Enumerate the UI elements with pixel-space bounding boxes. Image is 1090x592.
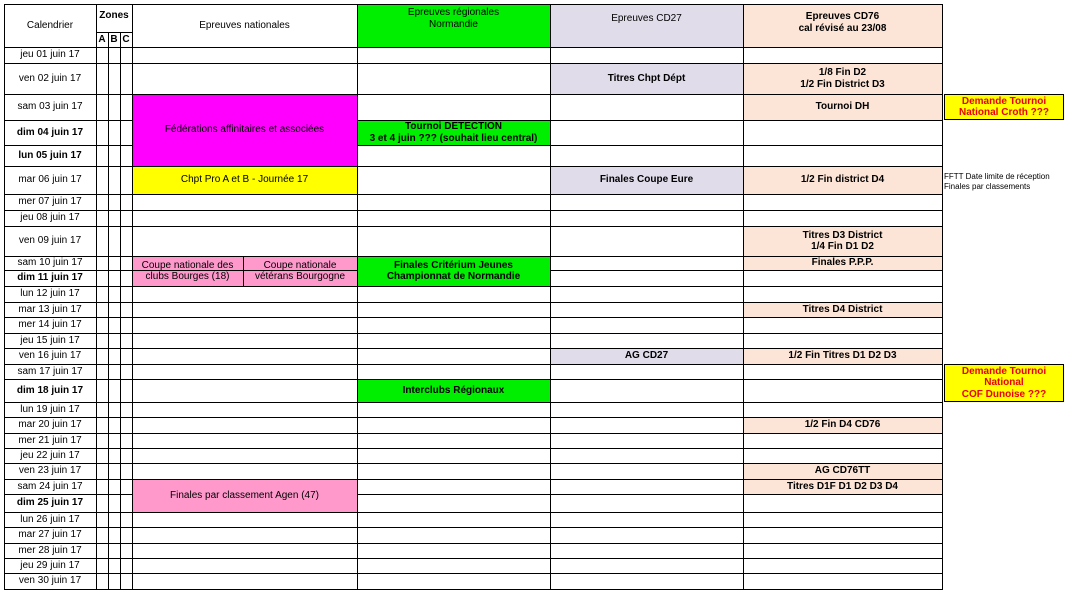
grid-line [550,94,744,95]
grid-line [743,543,943,544]
grid-line [96,32,133,33]
grid-line [743,317,943,318]
grid-line [743,256,943,257]
date-cell: ven 16 juin 17 [18,350,82,362]
grid-line [4,4,943,5]
grid-line [357,494,551,495]
grid-line [743,94,943,95]
grid-line [132,479,358,480]
grid-line [550,494,744,495]
grid-line [132,543,358,544]
grid-line [357,448,551,449]
grid-line [743,333,943,334]
date-cell: ven 09 juin 17 [18,235,82,247]
grid-line [4,558,133,559]
grid-line [743,463,943,464]
date-cell: mar 06 juin 17 [18,174,82,186]
grid-line [357,145,551,146]
event-coupe-nationale-veterans: Coupe nationale vétérans Bourgogne [243,256,357,286]
event-fin-d2-district-d3: 1/8 Fin D2 1/2 Fin District D3 [743,63,942,94]
grid-line [743,194,943,195]
grid-line [743,348,943,349]
grid-line [357,348,551,349]
grid-line [132,589,358,590]
grid-line [132,463,358,464]
grid-line [550,120,744,121]
grid-line [4,4,5,590]
event-ag-cd76tt: AG CD76TT [743,463,942,479]
grid-line [550,543,744,544]
grid-line [132,364,358,365]
grid-line [357,317,551,318]
grid-line [743,226,943,227]
grid-line [550,47,744,48]
grid-line [357,256,551,257]
grid-line [132,527,358,528]
grid-line [4,317,133,318]
date-cell: lun 05 juin 17 [18,149,82,161]
grid-line [132,448,358,449]
grid-line [132,573,358,574]
grid-line [550,145,744,146]
grid-line [357,479,551,480]
event-federations-affinitaires: Fédérations affinitaires et associées [132,94,357,166]
date-cell: dim 11 juin 17 [17,272,83,284]
grid-line [743,417,943,418]
grid-line [132,433,358,434]
grid-line [550,379,744,380]
grid-line [132,226,358,227]
date-cell: jeu 15 juin 17 [20,334,80,346]
event-titres-d1f-d1-d2-d3-d4: Titres D1F D1 D2 D3 D4 [743,479,942,494]
grid-line [132,256,358,257]
grid-line [550,333,744,334]
grid-line [4,94,133,95]
date-cell: dim 25 juin 17 [16,497,84,509]
date-cell: jeu 08 juin 17 [20,212,80,224]
grid-line [4,512,133,513]
grid-line [4,448,133,449]
date-cell: jeu 29 juin 17 [20,559,80,571]
date-cell: lun 12 juin 17 [20,288,80,300]
header-epreuves-cd76: Epreuves CD76 cal révisé au 23/08 [743,4,942,47]
grid-line [4,589,133,590]
grid-line [4,166,133,167]
event-finales-criterium-jeunes: Finales Critérium Jeunes Championnat de Normandie [357,256,550,286]
grid-line [4,286,133,287]
grid-line [4,364,133,365]
grid-line [4,270,133,271]
grid-line [743,270,943,271]
grid-line [743,558,943,559]
date-cell: mer 28 juin 17 [18,544,82,556]
grid-line [132,4,133,590]
grid-line [108,32,109,590]
date-cell: sam 03 juin 17 [17,101,83,113]
grid-line [550,226,744,227]
grid-line [357,333,551,334]
grid-line [942,4,943,590]
event-finales-classement-agen: Finales par classement Agen (47) [132,479,357,512]
grid-line [132,63,358,64]
date-cell: ven 23 juin 17 [18,465,82,477]
note-demande-tournoi-croth: Demande Tournoi National Croth ??? [944,94,1064,120]
grid-line [4,417,133,418]
date-cell: sam 24 juin 17 [17,480,83,492]
grid-line [743,47,943,48]
grid-line [550,286,744,287]
grid-line [132,194,358,195]
event-titres-d4-district: Titres D4 District [743,302,942,317]
grid-line [96,4,97,590]
grid-line [243,256,244,287]
grid-line [743,166,943,167]
header-zones: Zones [99,10,129,22]
date-cell: mar 20 juin 17 [18,419,82,431]
event-titres-chpt-dept: Titres Chpt Dépt [550,63,743,94]
grid-line [357,4,358,590]
grid-line [743,145,943,146]
grid-line [4,210,133,211]
grid-line [357,512,551,513]
grid-line [550,302,744,303]
grid-line [743,379,943,380]
grid-line [743,448,943,449]
date-cell: sam 10 juin 17 [17,257,83,269]
grid-line [550,166,744,167]
grid-line [357,417,551,418]
grid-line [357,573,551,574]
grid-line [357,166,551,167]
grid-line [4,302,133,303]
grid-line [4,494,133,495]
grid-line [4,120,133,121]
event-titres-d3-district: Titres D3 District 1/4 Fin D1 D2 [743,226,942,256]
grid-line [4,256,133,257]
date-cell: ven 02 juin 17 [18,72,82,84]
grid-line [132,333,358,334]
grid-line [550,364,744,365]
grid-line [743,494,943,495]
event-fin-d4-cd76: 1/2 Fin D4 CD76 [743,417,942,433]
date-cell: dim 18 juin 17 [16,384,84,396]
grid-line [743,286,943,287]
header-zone-a: A [98,33,106,45]
header-zone-b: B [110,33,118,45]
note-fftt-date-limite: FFTT Date limite de réception Finales par classements [944,172,1050,191]
grid-line [550,63,744,64]
grid-line [550,4,551,590]
grid-line [550,433,744,434]
event-ag-cd27: AG CD27 [550,348,743,364]
date-cell: sam 17 juin 17 [17,365,83,377]
grid-line [4,47,133,48]
event-interclubs-regionaux: Interclubs Régionaux [357,379,550,402]
grid-line [550,194,744,195]
grid-line [743,302,943,303]
grid-line [132,210,358,211]
grid-line [550,210,744,211]
date-cell: mer 07 juin 17 [18,196,82,208]
grid-line [550,558,744,559]
grid-line [132,379,358,380]
grid-line [4,379,133,380]
grid-line [4,63,133,64]
grid-line [357,402,551,403]
grid-line [743,402,943,403]
date-cell: mar 27 juin 17 [18,529,82,541]
grid-line [743,433,943,434]
grid-line [4,479,133,480]
grid-line [357,364,551,365]
grid-line [357,286,551,287]
grid-line [4,433,133,434]
grid-line [132,94,358,95]
grid-line [550,270,744,271]
grid-line [743,589,943,590]
date-cell: mer 21 juin 17 [18,434,82,446]
header-epreuves-nationales: Epreuves nationales [199,19,290,31]
grid-line [550,589,744,590]
note-demande-tournoi-cof-dunoise: Demande Tournoi National COF Dunoise ??? [944,364,1064,402]
grid-line [357,63,551,64]
event-chpt-pro-a-b: Chpt Pro A et B - Journée 17 [132,166,357,194]
grid-line [132,302,358,303]
grid-line [4,348,133,349]
grid-line [357,226,551,227]
grid-line [357,379,551,380]
grid-line [132,558,358,559]
grid-line [132,317,358,318]
grid-line [4,573,133,574]
grid-line [550,256,744,257]
grid-line [132,270,358,271]
header-zone-c: C [122,33,130,45]
date-cell: mar 13 juin 17 [18,303,82,315]
grid-line [132,166,358,167]
header-epreuves-cd27: Epreuves CD27 [550,4,743,47]
date-cell: mer 14 juin 17 [18,319,82,331]
grid-line [357,463,551,464]
grid-line [120,32,121,590]
grid-line [743,573,943,574]
date-cell: jeu 22 juin 17 [20,449,80,461]
event-finales-ppp: Finales P.P.P. [743,256,942,270]
grid-line [4,463,133,464]
date-cell: lun 19 juin 17 [20,403,80,415]
event-coupe-nationale-clubs: Coupe nationale des clubs Bourges (18) [132,256,243,286]
date-cell: lun 26 juin 17 [20,513,80,525]
grid-line [743,527,943,528]
grid-line [550,512,744,513]
grid-line [550,402,744,403]
event-finales-coupe-eure: Finales Coupe Eure [550,166,743,194]
grid-line [132,417,358,418]
grid-line [357,433,551,434]
date-cell: dim 04 juin 17 [16,126,84,138]
grid-line [132,286,358,287]
grid-line [132,402,358,403]
grid-line [357,527,551,528]
event-fin-titres-d1-d2-d3: 1/2 Fin Titres D1 D2 D3 [743,348,942,364]
grid-line [743,479,943,480]
grid-line [743,364,943,365]
grid-line [357,558,551,559]
event-fin-district-d4: 1/2 Fin district D4 [743,166,942,194]
grid-line [132,512,358,513]
event-tournoi-dh: Tournoi DH [743,94,942,120]
grid-line [743,63,943,64]
grid-line [743,4,744,590]
grid-line [550,317,744,318]
grid-line [357,210,551,211]
event-tournoi-detection: Tournoi DETECTION 3 et 4 juin ??? (souhait lieu central) [357,120,550,145]
grid-line [4,145,133,146]
grid-line [357,194,551,195]
grid-line [357,302,551,303]
grid-line [550,479,744,480]
date-cell: jeu 01 juin 17 [20,49,80,61]
grid-line [4,333,133,334]
grid-line [357,94,551,95]
grid-line [550,348,744,349]
grid-line [357,543,551,544]
grid-line [357,589,551,590]
grid-line [4,194,133,195]
grid-line [4,226,133,227]
grid-line [550,573,744,574]
grid-line [4,402,133,403]
grid-line [132,47,358,48]
header-calendrier: Calendrier [26,19,74,31]
grid-line [743,512,943,513]
grid-line [4,543,133,544]
grid-line [550,417,744,418]
date-cell: ven 30 juin 17 [18,575,82,587]
grid-line [550,527,744,528]
grid-line [550,463,744,464]
grid-line [743,120,943,121]
grid-line [132,348,358,349]
grid-line [743,210,943,211]
grid-line [357,47,551,48]
grid-line [357,120,551,121]
grid-line [4,527,133,528]
header-epreuves-regionales: Epreuves régionales Normandie [357,4,550,47]
grid-line [550,448,744,449]
